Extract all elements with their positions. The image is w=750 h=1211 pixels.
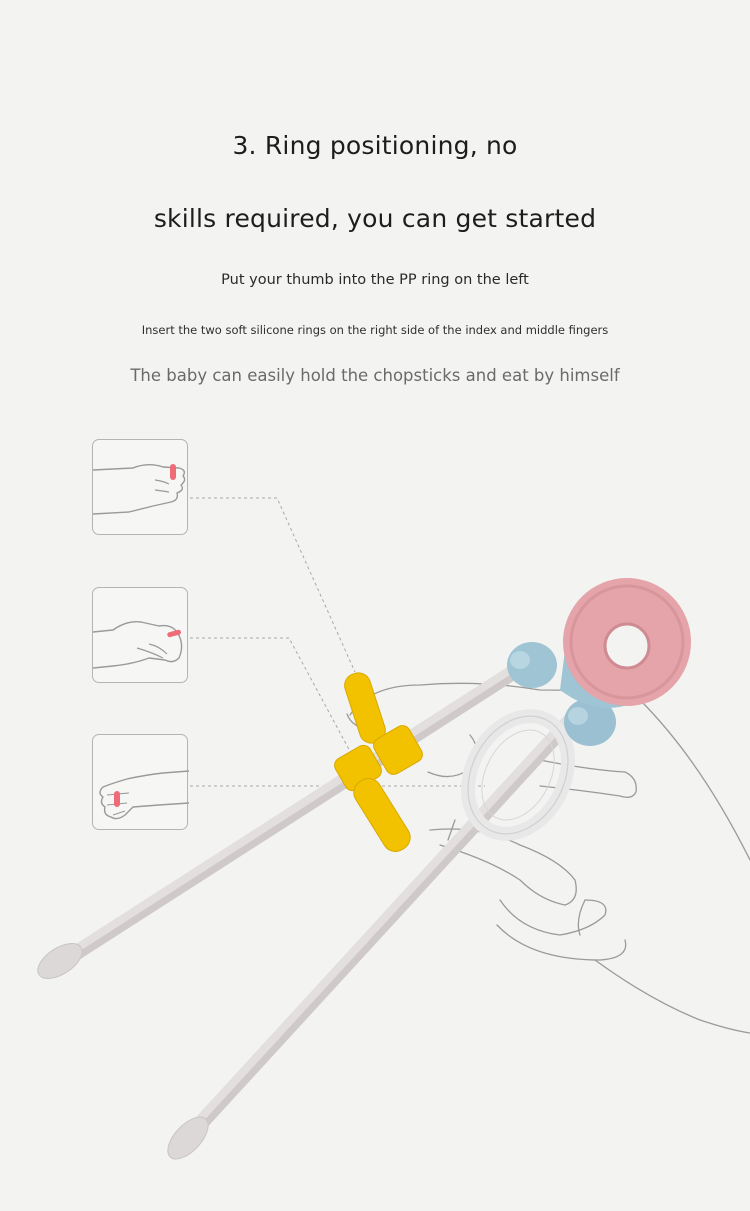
- pink-thumb-ring: [563, 578, 691, 706]
- yellow-clip: [332, 670, 426, 857]
- finger-instruction: Insert the two soft silicone rings on the right side of the index and middle fingers: [141, 323, 609, 337]
- result-caption: The baby can easily hold the chopsticks and eat by himself: [130, 366, 620, 385]
- upper-chopstick: [32, 665, 520, 986]
- heading-line-1: 3. Ring positioning, no: [232, 131, 518, 160]
- index-callout-line: [190, 638, 352, 755]
- thumb-instruction: Put your thumb into the PP ring on the left: [221, 272, 529, 288]
- heading-line-2: skills required, you can get started: [153, 204, 597, 233]
- thumb-callout-line: [190, 498, 355, 672]
